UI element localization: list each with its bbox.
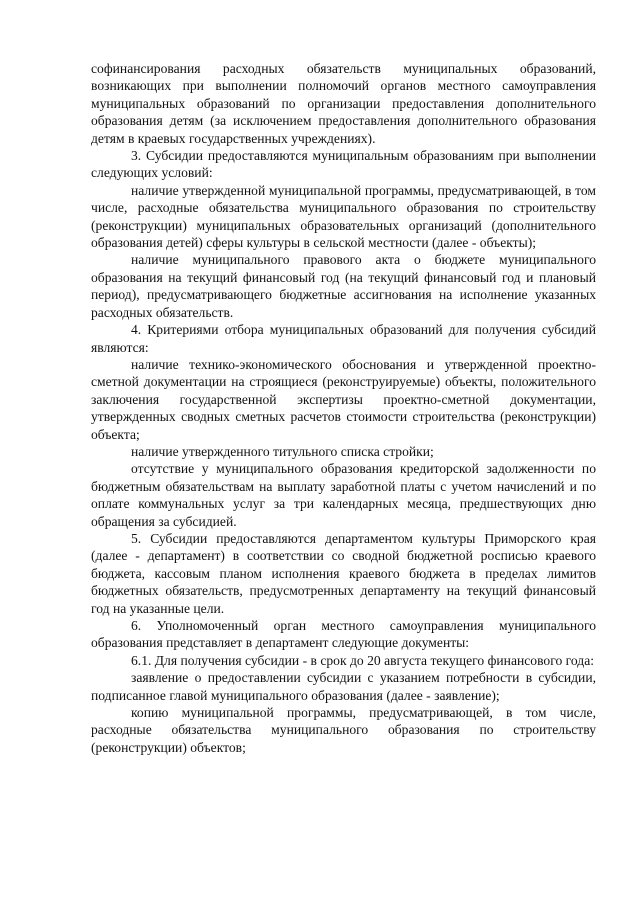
paragraph-4-title-list: наличие утвержденного титульного списка стройки; xyxy=(131,443,434,459)
paragraph-6-1-deadline: 6.1. Для получения субсидии - в срок до 20 августа текущего финансового года: xyxy=(131,652,595,668)
paragraph-5-provision: 5. Субсидии предоставляются департаментом культуры Приморского края (далее - департамент) в соответствии со сводной бюджетной росписью краевого бюджета, кассовым планом исполнения краевого бюджета в пределах лимитов бюджетных обязательств, предусмотренных департаменту на текущий финансовый год на указанные цели. xyxy=(91,530,596,616)
paragraph-6-1-program-copy: копию муниципальной программы, предусматривающей, в том числе, расходные обязательства муниципального образования по строительству (реконструкции) объектов; xyxy=(91,705,596,755)
paragraph-3-budget-act: наличие муниципального правового акта о бюджете муниципального образования на текущий финансовый год (на текущий финансовый год и плановый период), предусматривающего бюджетные ассигнования на исполнение указанных расходных обязательств. xyxy=(91,252,596,320)
paragraph-cofinancing-continuation: софинансирования расходных обязательств муниципальных образований, возникающих при выполнении полномочий органов местного самоуправления муниципальных образований по организации предоставления дополнительного образования детям (за исключением предоставления дополнительного образования детям в краевых государственных учреждениях). xyxy=(91,61,596,146)
paragraph-3-municipal-program: наличие утвержденной муниципальной программы, предусматривающей, в том числе, расходные обязательства муниципального образования по строительству (реконструкции) муниципальных образовательных организаций (дополнительного образования детей) сферы культуры в сельской местности (далее - объекты); xyxy=(91,182,596,251)
paragraph-4-feasibility: наличие технико-экономического обоснования и утвержденной проектно-сметной документации на строящиеся (реконструируемые) объекты, положительного заключения государственной экспертизы проектно-сметной документации, утвержденных сводных сметных расчетов стоимости строительства (реконструкции) объекта; xyxy=(91,356,596,442)
paragraph-4-criteria: 4. Критериями отбора муниципальных образований для получения субсидий являются: xyxy=(91,322,596,355)
paragraph-4-no-debt: отсутствие у муниципального образования кредиторской задолженности по бюджетным обязательствам на выплату заработной платы с учетом начислений и по оплате коммунальных услуг за три календарных месяца, предшествующих дню обращения за субсидией. xyxy=(91,461,596,529)
paragraph-6-documents: 6. Уполномоченный орган местного самоуправления муниципального образования представляет в департамент следующие документы: xyxy=(91,618,596,651)
paragraph-6-1-application: заявление о предоставлении субсидии с указанием потребности в субсидии, подписанное главой муниципального образования (далее - заявление); xyxy=(91,670,596,703)
paragraph-3-conditions: 3. Субсидии предоставляются муниципальным образованиям при выполнении следующих условий: xyxy=(91,148,596,181)
document-page xyxy=(91,60,596,756)
